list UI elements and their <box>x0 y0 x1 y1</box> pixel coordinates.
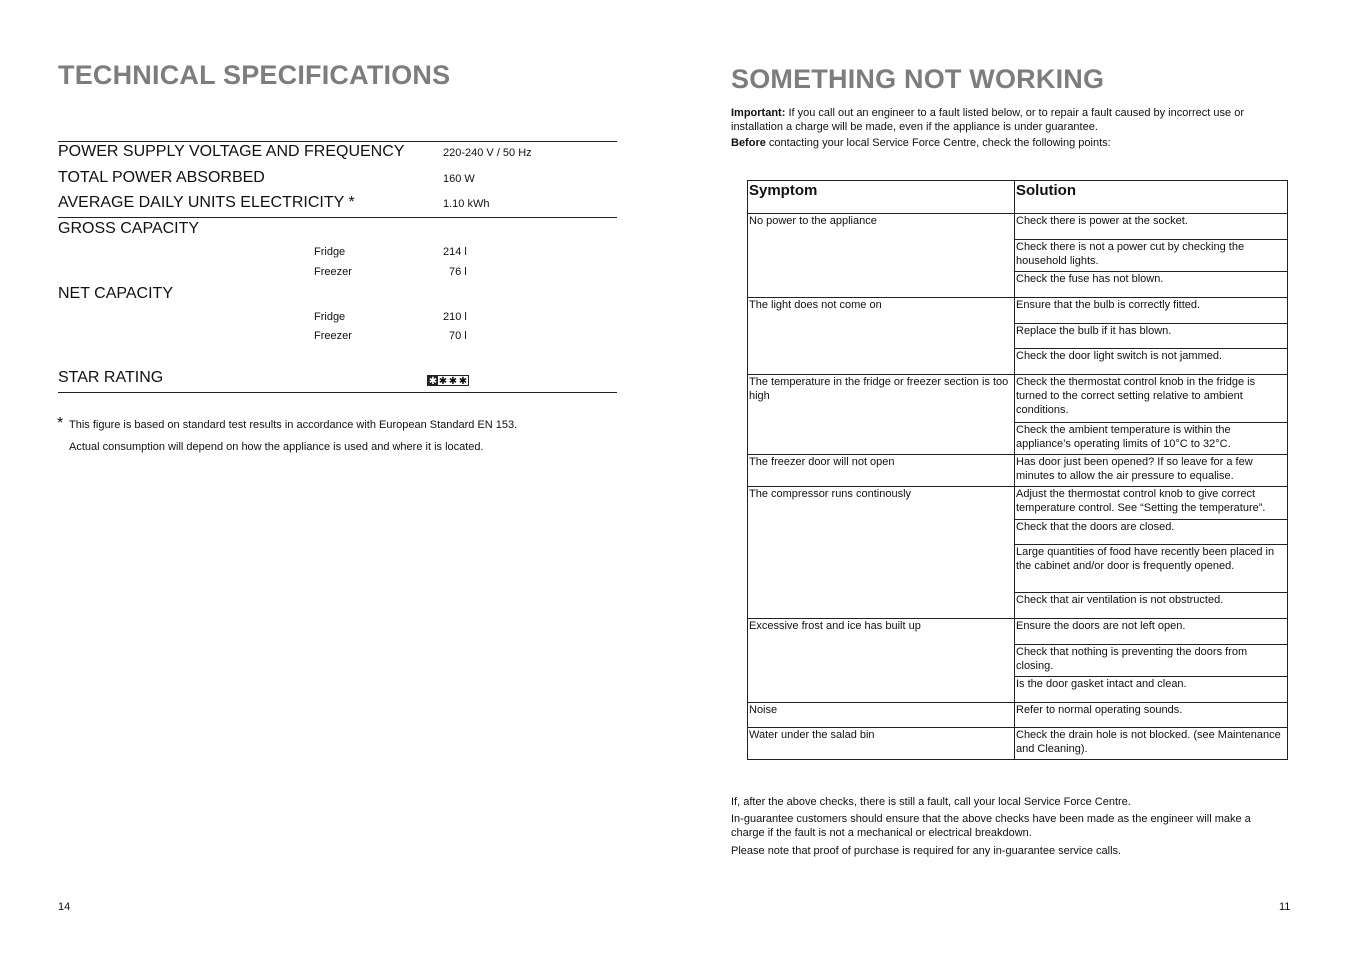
footnote-mark: * <box>57 415 64 432</box>
left-page-number: 14 <box>58 901 71 913</box>
left-page-title: TECHNICAL SPECIFICATIONS <box>58 60 451 90</box>
before-label: Before <box>731 137 766 149</box>
gross-fridge-value: 214 l <box>443 246 467 258</box>
gross-fridge-label: Fridge <box>314 246 346 258</box>
solution-cell: Has door just been opened? If so leave for a few minutes to allow the air pressure to equalise. <box>1015 455 1288 487</box>
symptom-cell: The compressor runs continously <box>748 487 1015 619</box>
solution-cell: Ensure that the bulb is correctly fitted. <box>1015 298 1288 324</box>
table-row <box>748 703 1288 728</box>
solution-cell: Check that nothing is preventing the doors from closing. <box>1015 645 1288 677</box>
symptom-cell: Water under the salad bin <box>748 728 1015 760</box>
important-paragraph <box>731 106 1276 134</box>
total-power-label: TOTAL POWER ABSORBED <box>58 169 265 186</box>
table-row <box>748 619 1288 645</box>
daily-units-label: AVERAGE DAILY UNITS ELECTRICITY * <box>58 194 355 211</box>
symptom-header: Symptom <box>748 181 1015 214</box>
net-freezer-value: 70 l <box>449 330 467 342</box>
right-page-number: 11 <box>1279 901 1291 913</box>
symptom-cell: The temperature in the fridge or freezer section is too high <box>748 375 1015 455</box>
solution-cell: Check the drain hole is not blocked. (see Maintenance and Cleaning). <box>1015 728 1288 760</box>
daily-units-value: 1.10 kWh <box>443 198 490 210</box>
symptom-cell: Noise <box>748 703 1015 728</box>
important-label: Important: <box>731 107 786 119</box>
spec-top-rule <box>58 141 617 142</box>
solution-cell: Is the door gasket intact and clean. <box>1015 677 1288 703</box>
solution-cell: Ensure the doors are not left open. <box>1015 619 1288 645</box>
solution-cell: Adjust the thermostat control knob to give correct temperature control. See “Setting the temperature”. <box>1015 487 1288 520</box>
symptom-cell: The light does not come on <box>748 298 1015 375</box>
closing-line-1: If, after the above checks, there is still a fault, call your local Service Force Centre. <box>731 796 1131 808</box>
net-freezer-label: Freezer <box>314 330 352 342</box>
total-power-value: 160 W <box>443 173 475 185</box>
freezer-star-icon: ✱ <box>438 376 448 387</box>
solution-cell: Check the thermostat control knob in the fridge is turned to the correct setting relative to ambient conditions. <box>1015 375 1288 423</box>
solution-cell: Check there is power at the socket. <box>1015 214 1288 240</box>
right-page-title: SOMETHING NOT WORKING <box>731 64 1105 94</box>
troubleshooting-table <box>747 180 1288 760</box>
symptom-cell: No power to the appliance <box>748 214 1015 298</box>
star-rating-label: STAR RATING <box>58 369 164 386</box>
symptom-cell: The freezer door will not open <box>748 455 1015 487</box>
closing-line-3: Please note that proof of purchase is required for any in-guarantee service calls. <box>731 845 1122 857</box>
solution-cell: Check that the doors are closed. <box>1015 520 1288 545</box>
spec-bottom-rule <box>58 392 617 393</box>
solution-cell: Check the door light switch is not jammed. <box>1015 349 1288 375</box>
net-fridge-label: Fridge <box>314 311 346 323</box>
symptom-cell: Excessive frost and ice has built up <box>748 619 1015 703</box>
power-supply-value: 220-240 V / 50 Hz <box>443 147 532 159</box>
before-text: contacting your local Service Force Centre, check the following points: <box>765 137 1111 149</box>
freezer-star-icon: ✱ <box>458 376 468 387</box>
power-supply-label: POWER SUPPLY VOLTAGE AND FREQUENCY <box>58 143 405 160</box>
net-fridge-value: 210 l <box>443 311 467 323</box>
star-rating-icon <box>427 375 469 386</box>
table-row <box>748 298 1288 324</box>
table-row <box>748 455 1288 487</box>
freezer-star-icon: ✱ <box>428 376 438 387</box>
solution-cell: Check that air ventilation is not obstructed. <box>1015 593 1288 619</box>
table-row <box>748 728 1288 760</box>
solution-cell: Check the ambient temperature is within the appliance’s operating limits of 10°C to 32°C. <box>1015 423 1288 455</box>
footnote-line-2: Actual consumption will depend on how the appliance is used and where it is located. <box>69 441 484 453</box>
gross-freezer-label: Freezer <box>314 266 352 278</box>
table-row <box>748 487 1288 520</box>
table-row <box>748 214 1288 240</box>
solution-cell: Replace the bulb if it has blown. <box>1015 324 1288 349</box>
solution-cell: Check the fuse has not blown. <box>1015 272 1288 298</box>
solution-cell: Large quantities of food have recently been placed in the cabinet and/or door is frequently opened. <box>1015 545 1288 593</box>
table-row <box>748 375 1288 423</box>
freezer-star-icon: ✱ <box>448 376 458 387</box>
closing-line-2: In-guarantee customers should ensure that the above checks have been made as the engineer will make a charge if the fault is not a mechanical or electrical breakdown. <box>731 813 1251 839</box>
footnote-line-1: This figure is based on standard test results in accordance with European Standard EN 153. <box>69 419 518 431</box>
solution-cell: Refer to normal operating sounds. <box>1015 703 1288 728</box>
important-text: If you call out an engineer to a fault listed below, or to repair a fault caused by incorrect use or installation a charge will be made, even if the appliance is under guarantee. <box>731 107 1244 133</box>
solution-header: Solution <box>1015 181 1288 214</box>
before-paragraph <box>731 136 1276 150</box>
spec-mid-rule <box>58 217 617 218</box>
net-capacity-label: NET CAPACITY <box>58 285 173 302</box>
table-header-row <box>748 181 1288 214</box>
gross-capacity-label: GROSS CAPACITY <box>58 220 200 237</box>
gross-freezer-value: 76 l <box>449 266 467 278</box>
solution-cell: Check there is not a power cut by checking the household lights. <box>1015 240 1288 272</box>
